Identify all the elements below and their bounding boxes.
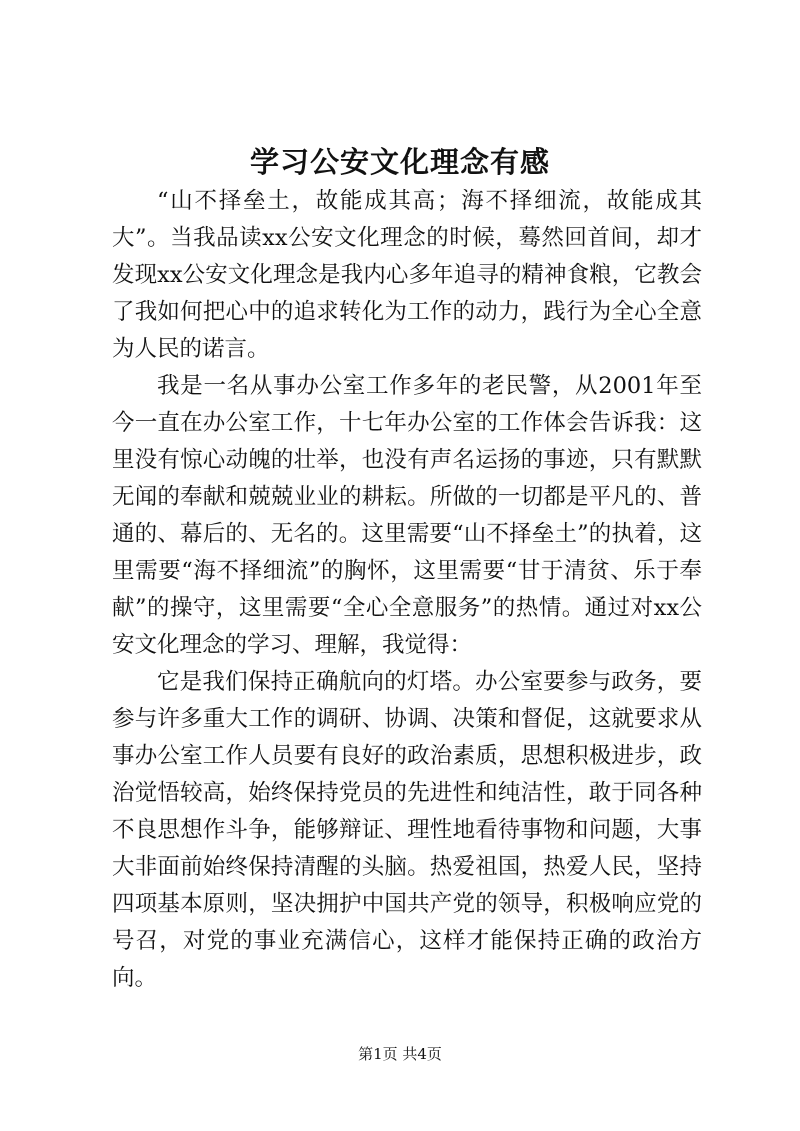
document-body bbox=[112, 183, 702, 997]
paragraph: “山不择垒土，故能成其高；海不择细流，故能成其大”。当我品读xx公安文化理念的时候，蓦然回首间，却才发现xx公安文化理念是我内心多年追寻的精神食粮，它教会了我如何把心中的追求转化为工作的动力，践行为全心全意为人民的诺言。 bbox=[112, 188, 702, 362]
page-footer: 第1页 共4页 bbox=[358, 1045, 442, 1063]
paragraph: 我是一名从事办公室工作多年的老民警，从2001年至今一直在办公室工作，十七年办公室的工作体会告诉我：这里没有惊心动魄的壮举，也没有声名运扬的事迹，只有默默无闻的奉献和兢兢业业的耕耘。所做的一切都是平凡的、普通的、幕后的、无名的。这里需要“山不择垒土”的执着，这里需要“海不择细流”的胸怀，这里需要“甘于清贫、乐于奉献”的操守，这里需要“全心全意服务”的热情。通过对xx公安文化理念的学习、理解，我觉得： bbox=[112, 373, 702, 658]
document-title: 学习公安文化理念有感 bbox=[249, 145, 550, 179]
paragraph: 它是我们保持正确航向的灯塔。办公室要参与政务，要参与许多重大工作的调研、协调、决策和督促，这就要求从事办公室工作人员要有良好的政治素质，思想积极进步，政治觉悟较高，始终保持党员的先进性和纯洁性，敢于同各种不良思想作斗争，能够辩证、理性地看待事物和问题，大事大非面前始终保持清醒的头脑。热爱祖国，热爱人民，坚持四项基本原则，坚决拥护中国共产党的领导，积极响应党的号召，对党的事业充满信心，这样才能保持正确的政治方向。 bbox=[112, 669, 702, 991]
